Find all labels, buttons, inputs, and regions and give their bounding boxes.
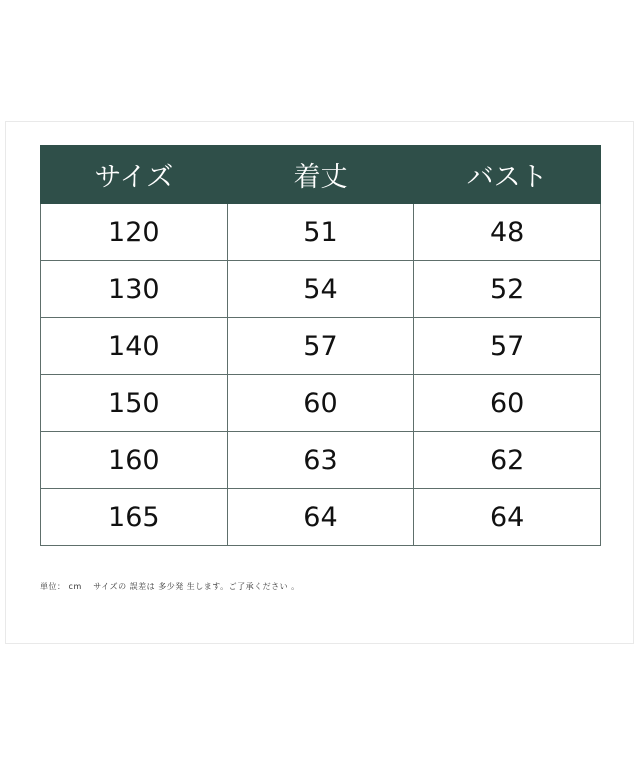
cell-bust: 62 — [414, 432, 601, 489]
table-row — [41, 204, 601, 261]
cell-size: 140 — [41, 318, 228, 375]
table-row — [41, 318, 601, 375]
cell-size: 120 — [41, 204, 228, 261]
cell-bust: 60 — [414, 375, 601, 432]
header-length: 着丈 — [227, 146, 414, 204]
cell-size: 130 — [41, 261, 228, 318]
cell-length: 64 — [227, 489, 414, 546]
size-table — [40, 145, 601, 546]
table-header-row — [41, 146, 601, 204]
cell-size: 160 — [41, 432, 228, 489]
cell-bust: 52 — [414, 261, 601, 318]
table-row — [41, 489, 601, 546]
cell-size: 150 — [41, 375, 228, 432]
table-row — [41, 375, 601, 432]
unit-note: 単位： cm サイズの 誤差は 多少発 生します。ご了承ください 。 — [40, 582, 300, 591]
cell-bust: 57 — [414, 318, 601, 375]
header-size: サイズ — [41, 146, 228, 204]
cell-size: 165 — [41, 489, 228, 546]
cell-bust: 64 — [414, 489, 601, 546]
cell-length: 57 — [227, 318, 414, 375]
cell-bust: 48 — [414, 204, 601, 261]
table-row — [41, 261, 601, 318]
header-bust: バスト — [414, 146, 601, 204]
cell-length: 51 — [227, 204, 414, 261]
table-row — [41, 432, 601, 489]
cell-length: 54 — [227, 261, 414, 318]
cell-length: 63 — [227, 432, 414, 489]
cell-length: 60 — [227, 375, 414, 432]
